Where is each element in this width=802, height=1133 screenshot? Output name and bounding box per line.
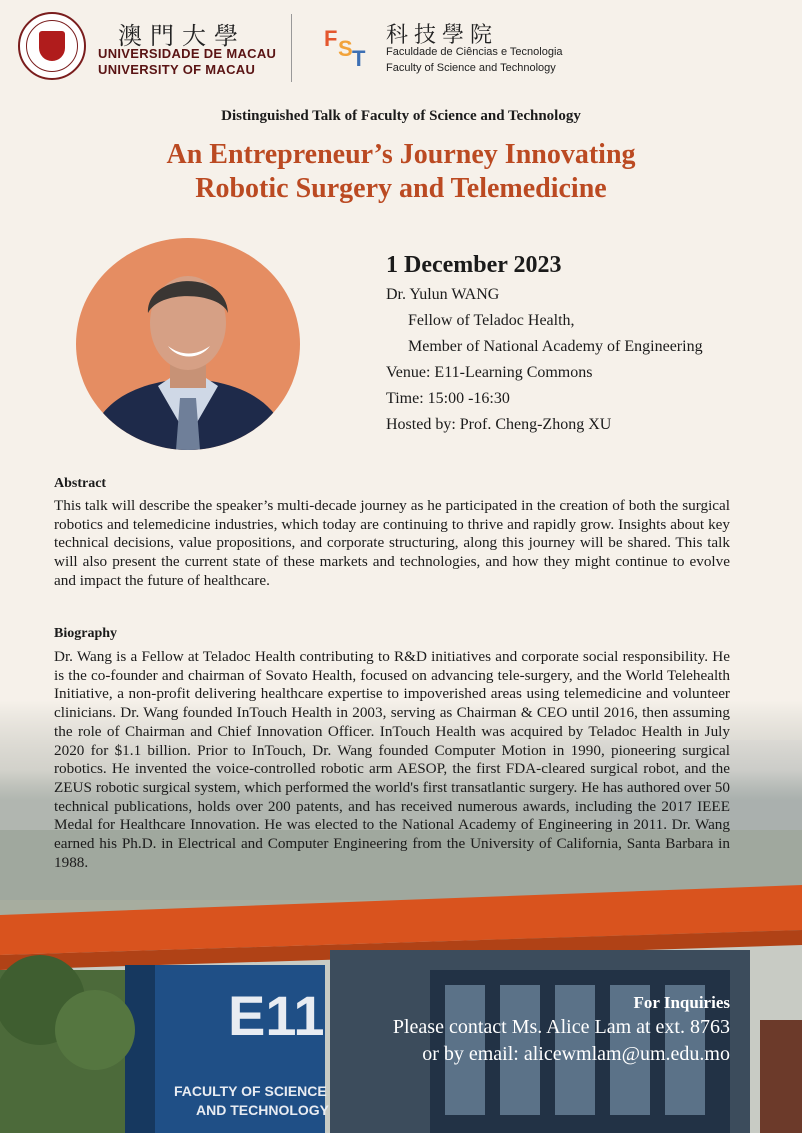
speaker-role: Member of National Academy of Engineering (408, 338, 703, 355)
event-host: Hosted by: Prof. Cheng-Zhong XU (386, 416, 612, 433)
um-seal-logo (18, 12, 86, 80)
speaker-role: Fellow of Teladoc Health, (408, 312, 575, 329)
biography-text: Dr. Wang is a Fellow at Teladoc Health contributing to R&D initiatives and corporate social responsibility. He is the co-founder and chairman of Sovato Health, focused on advancing tele-surgery, and the World Telehealth Initiative, a non-profit delivering healthcare expertise to impoverished areas using telemedicine and volunteer clinicians. Dr. Wang founded InTouch Health in 2003, serving as Chairman & CEO until 2016, then assuming the role of Chairman and Chief Innovation Officer. InTouch Health was acquired by Teladoc Health in July 2020 for $1.1 billion. Prior to InTouch, Dr. Wang founded Computer Motion in 1990, pioneering surgical robotics. He invented the voice-controlled robotic arm AESOP, the first FDA-cleared surgical robot, and the ZEUS robotic surgical system, which performed the world's first transatlantic surgery. He has authored over 50 technical publications, holds over 200 patents, and has received numerous awards, including the 2017 IEEE Medal for Healthcare Innovation. He was elected to the National Academy of Engineering in 2011. Dr. Wang earned his Ph.D. in Electrical and Computer Engineering from the University of California, Santa Barbara in 1988. (54, 648, 730, 871)
inquiries-email: or by email: alicewmlam@um.edu.mo (422, 1043, 730, 1065)
fst-logo (322, 16, 372, 76)
title-line: An Entrepreneur’s Journey Innovating (166, 139, 636, 170)
event-venue: Venue: E11-Learning Commons (386, 364, 593, 381)
inquiries-contact: Please contact Ms. Alice Lam at ext. 8763 (392, 1016, 730, 1038)
um-chinese-name: 澳門大學 (118, 22, 246, 50)
fst-english-name: Faculty of Science and Technology (386, 62, 556, 74)
abstract-text: This talk will describe the speaker’s multi-decade journey as he participated in the creation of both the surgical robotics and telemedicine industries, which today are continuing to thrive and rapidly grow. Insights about key technical decisions, value propositions, and corporate structuring, along this journey will be shared. This talk will also present the current state of these markets and technologies, and how they might continue to evolve and impact the future of healthcare. (54, 497, 730, 589)
talk-series: Distinguished Talk of Faculty of Science and Technology (221, 108, 581, 124)
abstract-heading: Abstract (54, 476, 107, 491)
header (0, 0, 802, 96)
event-time: Time: 15:00 -16:30 (386, 390, 510, 407)
fst-portuguese-name: Faculdade de Ciências e Tecnologia (386, 46, 563, 58)
talk-title (0, 138, 802, 206)
svg-text:T: T (352, 46, 366, 71)
speaker-name: Dr. Yulun WANG (386, 286, 500, 303)
building-sign-number: E11 (228, 984, 325, 1047)
um-portuguese-name: UNIVERSIDADE DE MACAU (98, 46, 277, 61)
building-sign-faculty: FACULTY OF SCIENCE (174, 1083, 327, 1099)
inquiries-heading: For Inquiries (633, 993, 730, 1012)
speaker-photo (76, 238, 300, 450)
fst-chinese-name: 科技學院 (386, 23, 499, 48)
header-divider (291, 14, 292, 82)
speaker-portrait (76, 238, 300, 450)
event-details (386, 252, 786, 438)
svg-text:F: F (324, 26, 338, 51)
title-line: Robotic Surgery and Telemedicine (195, 173, 607, 204)
biography-heading: Biography (54, 626, 118, 641)
event-date: 1 December 2023 (386, 252, 562, 278)
svg-text:S: S (338, 36, 353, 61)
um-english-name: UNIVERSITY OF MACAU (98, 62, 256, 77)
building-sign-faculty: AND TECHNOLOGY (196, 1102, 329, 1118)
um-shield-icon (39, 31, 65, 61)
